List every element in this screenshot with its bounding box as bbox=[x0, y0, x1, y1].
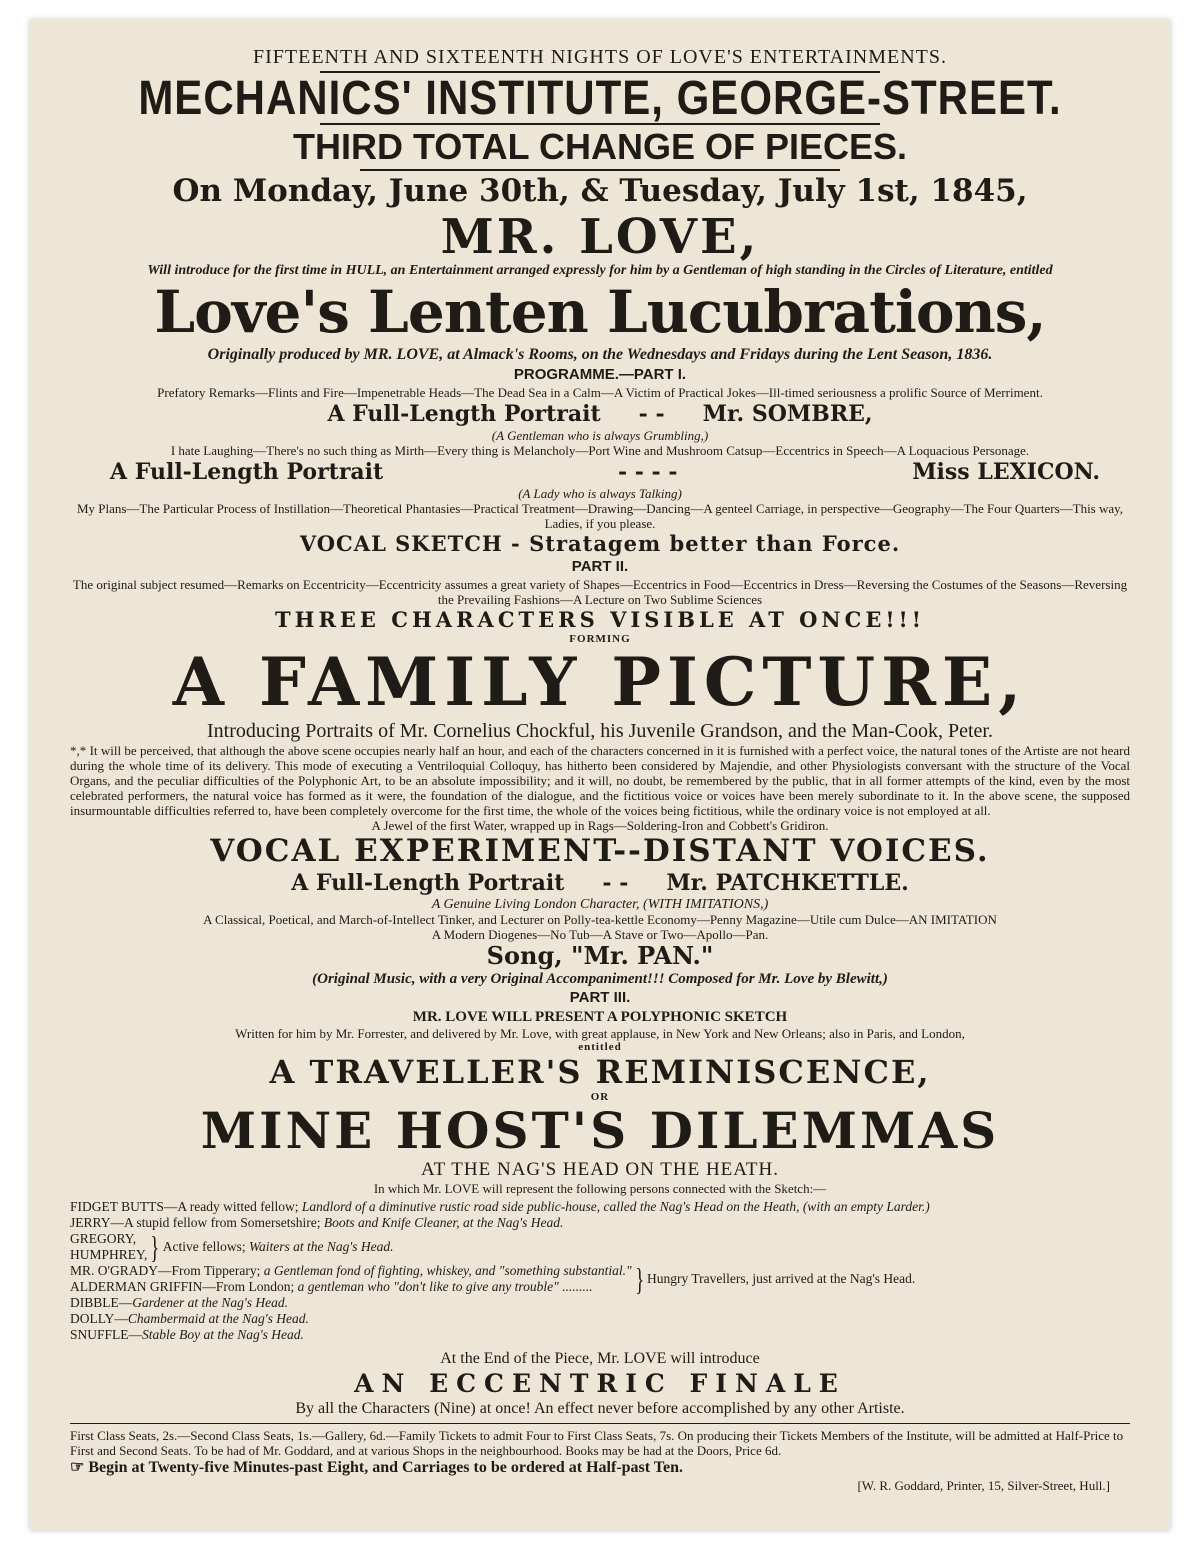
portrait-desc: (A Gentleman who is always Grumbling,) bbox=[491, 428, 709, 443]
character-dibble bbox=[70, 1295, 1130, 1311]
portrait-desc: (A Lady who is always Talking) bbox=[518, 486, 682, 501]
forming: FORMING bbox=[569, 633, 631, 645]
portrait-label: A Full-Length Portrait bbox=[327, 401, 601, 427]
traveller-names bbox=[70, 1263, 632, 1295]
character-desc: Landlord of a diminutive rustic road side public-house, called the Nag's Head on the Heath, (with an empty Larder.) bbox=[301, 1199, 930, 1214]
part-one-heading: PROGRAMME.—PART I. bbox=[513, 366, 687, 383]
jewel-line: A Jewel of the first Water, wrapped up in Rags—Soldering-Iron and Cobbett's Gridiron. bbox=[371, 818, 829, 833]
introducing: Introducing Portraits of Mr. Cornelius Chockful, his Juvenile Grandson, and the Man-Cook, Peter. bbox=[206, 720, 993, 742]
eccentric-finale: AN ECCENTRIC FINALE bbox=[354, 1369, 846, 1398]
family-picture: A FAMILY PICTURE, bbox=[172, 643, 1028, 721]
character-name: FIDGET BUTTS—A ready witted fellow; bbox=[70, 1199, 299, 1214]
character-desc: Active fellows; bbox=[162, 1239, 246, 1254]
venue-heading: MECHANICS' INSTITUTE, GEORGE-STREET. bbox=[138, 70, 1062, 125]
character-desc: Waiters at the Nag's Head. bbox=[249, 1239, 394, 1254]
character-desc: a gentleman who "don't like to give any trouble" ......... bbox=[297, 1279, 593, 1294]
vocal-sketch: VOCAL SKETCH - Stratagem better than Force. bbox=[299, 531, 901, 556]
character-waiters bbox=[70, 1231, 1130, 1263]
portrait-text: A Classical, Poetical, and March-of-Intellect Tinker, and Lecturer on Polly-tea-kettle Economy—Penny Magazine—Utile cum Dulce—AN IMITATION bbox=[203, 912, 997, 927]
change-heading: THIRD TOTAL CHANGE OF PIECES. bbox=[292, 126, 908, 167]
character-desc: Chambermaid at the Nag's Head. bbox=[127, 1311, 309, 1326]
pointing-hand-icon: ☞ bbox=[70, 1459, 85, 1476]
nags-head: AT THE NAG'S HEAD ON THE HEATH. bbox=[421, 1159, 779, 1180]
character-name: DOLLY— bbox=[70, 1311, 128, 1326]
mine-host-title: MINE HOST'S DILEMMAS bbox=[200, 1101, 1000, 1160]
portrait-label: A Full-Length Portrait bbox=[291, 870, 565, 896]
prefatory-text: Prefatory Remarks—Flints and Fire—Impenetrable Heads—The Dead Sea in a Calm—A Victim of Practical Jokes—Ill-timed seriousness a prolific Source of Merriment. bbox=[157, 385, 1043, 400]
ventriloquial-note: *,* It will be perceived, that although the above scene occupies nearly half an hour, and each of the characters concerned in it is furnished with a perfect voice, the natural tones of the Artiste are not heard during the whole time of its delivery. This mode of executing a Ventriloquial Colloquy, has hitherto been considered by Majendie, and other Physiologists conversant with the structure of the Vocal Organs, and the peculiar difficulties of the Polyphonic Art, to be an absolute impossibility; and it will, no doubt, be remembered by the public, that in all former attempts of the kind, even by the most celebrated performers, the natural voice has formed as it were, the foundation of the dialogue, and the fictitious voice or voices have been merely subordinate to it. In the above scene, the supposed insurmountable difficulties referred to, have been completely overcome for the first time, the whole of the voices being fictitious, while the ordinary voice is not employed at all. bbox=[70, 743, 1130, 818]
portrait-label: A Full-Length Portrait bbox=[110, 459, 384, 485]
portrait-name: Mr. SOMBRE, bbox=[702, 401, 873, 427]
character-travellers bbox=[70, 1263, 1130, 1295]
brace: } bbox=[150, 1229, 160, 1265]
rule bbox=[70, 1423, 1130, 1424]
dash: - - bbox=[638, 401, 665, 427]
portrait-text: My Plans—The Particular Process of Instillation—Theoretical Phantasies—Practical Treatment—Drawing—Dancing—A genteel Carriage, in perspective—Geography—The Four Quarters—This way, Ladies, if you please. bbox=[76, 501, 1124, 531]
top-line: FIFTEENTH AND SIXTEENTH NIGHTS OF LOVE'S ENTERTAINMENTS. bbox=[253, 46, 947, 68]
portrait-sombre bbox=[70, 400, 1130, 428]
character-desc: Boots and Knife Cleaner, at the Nag's Head. bbox=[323, 1215, 564, 1230]
begin-time bbox=[70, 1458, 1130, 1478]
waiter-names bbox=[70, 1231, 147, 1263]
portrait-lexicon bbox=[70, 458, 1130, 486]
traveller-title: A TRAVELLER'S REMINISCENCE, bbox=[269, 1053, 931, 1091]
song-title: Song, "Mr. PAN." bbox=[486, 941, 714, 970]
character-name: SNUFFLE— bbox=[70, 1327, 143, 1342]
dash: - - - - bbox=[617, 459, 678, 485]
written-by: Written for him by Mr. Forrester, and delivered by Mr. Love, with great applause, in New York and New Orleans; also in Paris, and London, bbox=[235, 1026, 965, 1041]
character-desc: Stable Boy at the Nag's Head. bbox=[142, 1327, 304, 1342]
song-note: (Original Music, with a very Original Accompaniment!!! Composed for Mr. Love by Blewitt,) bbox=[312, 971, 888, 987]
brace: } bbox=[634, 1261, 644, 1297]
polyphonic-sketch: MR. LOVE WILL PRESENT A POLYPHONIC SKETCH bbox=[412, 1009, 788, 1025]
portrait-text: I hate Laughing—There's no such thing as Mirth—Every thing is Melancholy—Port Wine and Mushroom Catsup—Eccentrics in Speech—A Loquacious Personage. bbox=[170, 443, 1030, 458]
character-name: MR. O'GRADY—From Tipperary; bbox=[70, 1263, 261, 1278]
portrait-patchkettle bbox=[70, 869, 1130, 897]
performer-name: MR. LOVE, bbox=[440, 209, 760, 265]
portrait-name: Miss LEXICON. bbox=[912, 459, 1100, 485]
character-desc: Gardener at the Nag's Head. bbox=[132, 1295, 288, 1310]
part-three-heading: PART III. bbox=[569, 989, 631, 1006]
portrait-desc: A Genuine Living London Character, (WITH IMITATIONS,) bbox=[431, 897, 769, 912]
part-two-text: The original subject resumed—Remarks on Eccentricity—Eccentricity assumes a great variety of Shapes—Eccentrics in Food—Eccentrics in Dress—Reversing the Costumes of the Seasons—Reversing the Prevailing Fashions—A Lecture on Two Sublime Sciences bbox=[72, 577, 1128, 607]
character-list bbox=[70, 1199, 1130, 1343]
playbill bbox=[30, 20, 1170, 1530]
diogenes-line: A Modern Diogenes—No Tub—A Stave or Two—Apollo—Pan. bbox=[431, 927, 769, 942]
printer-credit: [W. R. Goddard, Printer, 15, Silver-Street, Hull.] bbox=[857, 1478, 1110, 1493]
dates-heading: On Monday, June 30th, & Tuesday, July 1st, 1845, bbox=[172, 173, 1028, 209]
entitled: entitled bbox=[578, 1041, 622, 1053]
by-all-characters: By all the Characters (Nine) at once! An effect never before accomplished by any other Artiste. bbox=[295, 1400, 905, 1417]
end-of-piece: At the End of the Piece, Mr. LOVE will introduce bbox=[440, 1350, 760, 1367]
character-fidget bbox=[70, 1199, 1130, 1215]
intro-text: Will introduce for the first time in HULL, an Entertainment arranged expressly for him by a Gentleman of high standing in the Circles of Literature, entitled bbox=[147, 263, 1053, 278]
entertainment-title: Love's Lenten Lucubrations, bbox=[154, 278, 1046, 346]
or-word: OR bbox=[590, 1091, 610, 1103]
begin-text: Begin at Twenty-five Minutes-past Eight, and Carriages to be ordered at Half-past Ten. bbox=[88, 1459, 684, 1476]
character-name: DIBBLE— bbox=[70, 1295, 133, 1310]
three-characters: THREE CHARACTERS VISIBLE AT ONCE!!! bbox=[275, 607, 925, 632]
character-dolly bbox=[70, 1311, 1130, 1327]
character-desc: a Gentleman fond of fighting, whiskey, and "something substantial." bbox=[263, 1263, 632, 1278]
character-name: JERRY—A stupid fellow from Somersetshire; bbox=[70, 1215, 321, 1230]
prices-text: First Class Seats, 2s.—Second Class Seats, 1s.—Gallery, 6d.—Family Tickets to admit Four to First Class Seats, 7s. On producing their Tickets Members of the Institute, will be admitted at Half-Price to First and Second Seats. To be had of Mr. Goddard, and at various Shops in the neighbourhood. Books may be had at the Doors, Price 6d. bbox=[70, 1428, 1124, 1458]
character-name: HUMPHREY, bbox=[70, 1247, 148, 1262]
character-desc: Hungry Travellers, just arrived at the Nag's Head. bbox=[647, 1271, 916, 1286]
character-name: ALDERMAN GRIFFIN—From London; bbox=[70, 1279, 295, 1294]
character-jerry bbox=[70, 1215, 1130, 1231]
represent-line: In which Mr. LOVE will represent the following persons connected with the Sketch:— bbox=[373, 1181, 827, 1196]
dash: - - bbox=[602, 870, 629, 896]
portrait-name: Mr. PATCHKETTLE. bbox=[666, 870, 909, 896]
character-snuffle bbox=[70, 1327, 1130, 1343]
vocal-experiment: VOCAL EXPERIMENT--DISTANT VOICES. bbox=[210, 833, 990, 869]
part-two-heading: PART II. bbox=[571, 558, 629, 575]
originally-produced: Originally produced by MR. LOVE, at Almack's Rooms, on the Wednesdays and Fridays during the Lent Season, 1836. bbox=[207, 346, 993, 363]
character-name: GREGORY, bbox=[70, 1231, 137, 1246]
